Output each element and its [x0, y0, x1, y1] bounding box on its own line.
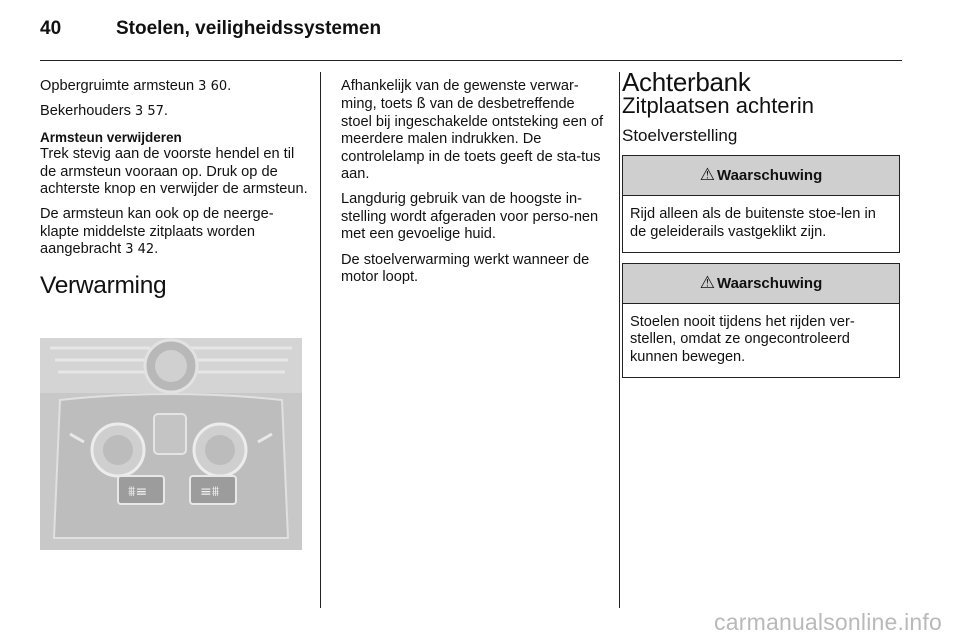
warning-text: Stoelen nooit tijdens het rijden ver-stellen, omdat ze ongecontroleerd kunnen bewegen.	[630, 314, 855, 365]
chapter-heading: Achterbank	[622, 67, 751, 97]
paragraph: Afhankelijk van de gewenste verwar-ming, toets ß van de desbetreffende stoel bij ingeschakelde ontsteking een of meerdere malen indrukken. De controlelamp in de toets geeft de sta-tus aan.	[341, 78, 604, 183]
warning-triangle-icon: ⚠	[699, 165, 715, 186]
sub-heading: Armsteun verwijderen	[40, 129, 182, 145]
section-title: Stoelen, veiligheidssystemen	[116, 18, 382, 39]
warning-triangle-icon: ⚠	[699, 272, 715, 293]
watermark: carmanualsonline.info	[714, 609, 942, 635]
page-ref-link[interactable]: 3 60.	[198, 79, 232, 94]
warning-text: Rijd alleen als de buitenste stoe-len in de geleiderails vastgeklikt zijn.	[630, 206, 876, 240]
paragraph: Langdurig gebruik van de hoogste in-stelling wordt afgeraden voor perso-nen met een gevoelige huid.	[341, 191, 599, 243]
page-ref-link[interactable]: 3 42.	[125, 242, 159, 258]
section-heading: Zitplaatsen achterin	[622, 93, 814, 119]
section-heading: Verwarming	[40, 271, 167, 299]
svg-text:≡⩩: ≡⩩	[200, 484, 220, 500]
column-divider-1	[320, 72, 321, 608]
paragraph: De stoelverwarming werkt wanneer de motor loopt.	[341, 251, 590, 286]
column-1	[40, 78, 308, 304]
warning-header: ⚠ Waarschuwing	[623, 156, 899, 196]
column-divider-2	[619, 72, 620, 608]
column-3	[622, 67, 902, 388]
warning-box	[622, 263, 900, 378]
svg-text:⩩≡: ⩩≡	[128, 484, 148, 500]
page-number: 40	[40, 18, 62, 39]
seat-heating-icon: ß	[416, 95, 426, 113]
page-ref-link[interactable]: 3 57.	[134, 104, 168, 120]
subsection-heading: Stoelverstelling	[622, 125, 738, 145]
header-rule	[40, 60, 902, 61]
paragraph: Trek stevig aan de voorste hendel en til de armsteun vooraan op. Druk op de achterste knop en verwijder de armsteun.	[40, 146, 308, 198]
warning-box	[622, 155, 900, 253]
page-header	[40, 18, 381, 40]
armrest-storage-line: Opbergruimte armsteun 3 60.	[40, 78, 232, 94]
seat-heating-console-image	[40, 338, 302, 550]
paragraph: De armsteun kan ook op de neerge-klapte middelste zitplaats worden aangebracht 3 42.	[40, 206, 274, 258]
warning-header: ⚠ Waarschuwing	[623, 264, 899, 304]
column-2	[341, 78, 606, 294]
cupholder-line: Bekerhouders 3 57.	[40, 103, 168, 120]
